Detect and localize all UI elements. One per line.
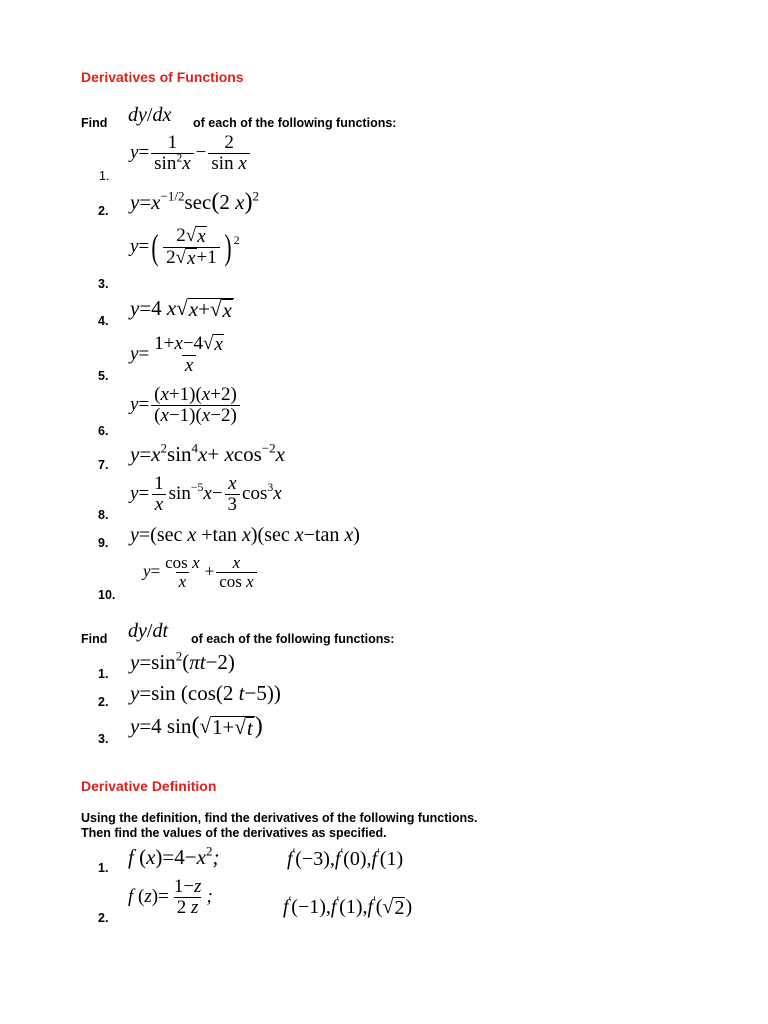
item-number: 6. [98,424,109,438]
equation-dt-1: $y=\sin^2(\pi t-2)$ [130,648,235,674]
item-number: 1. [99,169,110,183]
page-title: Derivatives of Functions [81,69,244,85]
equation-4: y=4 x √ x+ √ x [130,296,232,322]
equation-10: y= $\frac{\text{cos x}}{x}$ + $\frac{x}{\text{cos x}}$ [143,554,259,591]
find-label: Find [81,632,108,646]
find-label: Find [81,116,108,130]
equation-dt-2: y=sin (cos(2 t−5)) [130,681,281,705]
equation-9: y=(sec x +tan x)(sec x−tan x) [130,524,360,546]
equation-3: y=( 2 √ x 2 √ x +1 ) $^2$ [130,225,240,269]
item-number: 9. [98,536,109,550]
instruction-2: of each of the following functions: [191,632,395,646]
item-number: 3. [98,277,109,291]
item-number: 1. [98,667,109,681]
item-number: 4. [98,314,109,328]
definition-instruction-line1: Using the definition, find the derivatives of the following functions. [81,811,478,825]
item-number: 10. [98,588,116,602]
item-number: 7. [98,458,109,472]
equation-6: y= $\frac{(x+1)(x+2)}{(x-1)(x-2)}$ [130,385,242,426]
equation-2: $y=x^{-1/2}\sec(2$ x)$^2$ [130,188,259,215]
equation-8: y= $\frac{1}{x}$ $\sin^{-5}x-$ $\frac{x}{3}$ $\cos^3x$ [130,473,282,515]
item-number: 2. [98,911,109,925]
section-title-definition: Derivative Definition [81,778,217,794]
definition-equation-2: f (z)= $\frac{1-z}{2 z}$ ; [128,876,213,918]
item-number: 5. [98,369,109,383]
item-number: 3. [98,732,109,746]
equation-5: y= 1+x−4 √ x x [130,333,223,376]
item-number: 2. [98,695,109,709]
item-number: 1. [98,861,109,875]
equation-1: y= $\frac{1}{\sin^2x}$ − $\frac{2}{\text{sin x}}$ [130,133,252,174]
equation-7: $y=x^2\sin^4x+ xcos^{-2}x$ [130,440,285,466]
definition-values-1: f′(−3),f′(0),f′(1) [287,845,404,870]
definition-instruction-line2: Then find the values of the derivatives as specified. [81,826,387,840]
definition-equation-1: f $(x)=4-x^2$; [128,843,220,869]
dy-dx-operator: dy/dx [128,104,172,126]
definition-values-2: f′(−1),f′(1),f′( √ 2 ) [283,893,413,919]
dy-dt-operator: dy/dt [128,620,169,642]
equation-dt-3: y=4 sin( √ 1+ √ t ) [130,712,263,740]
instruction-1: of each of the following functions: [193,116,397,130]
item-number: 2. [98,204,109,218]
item-number: 8. [98,508,109,522]
